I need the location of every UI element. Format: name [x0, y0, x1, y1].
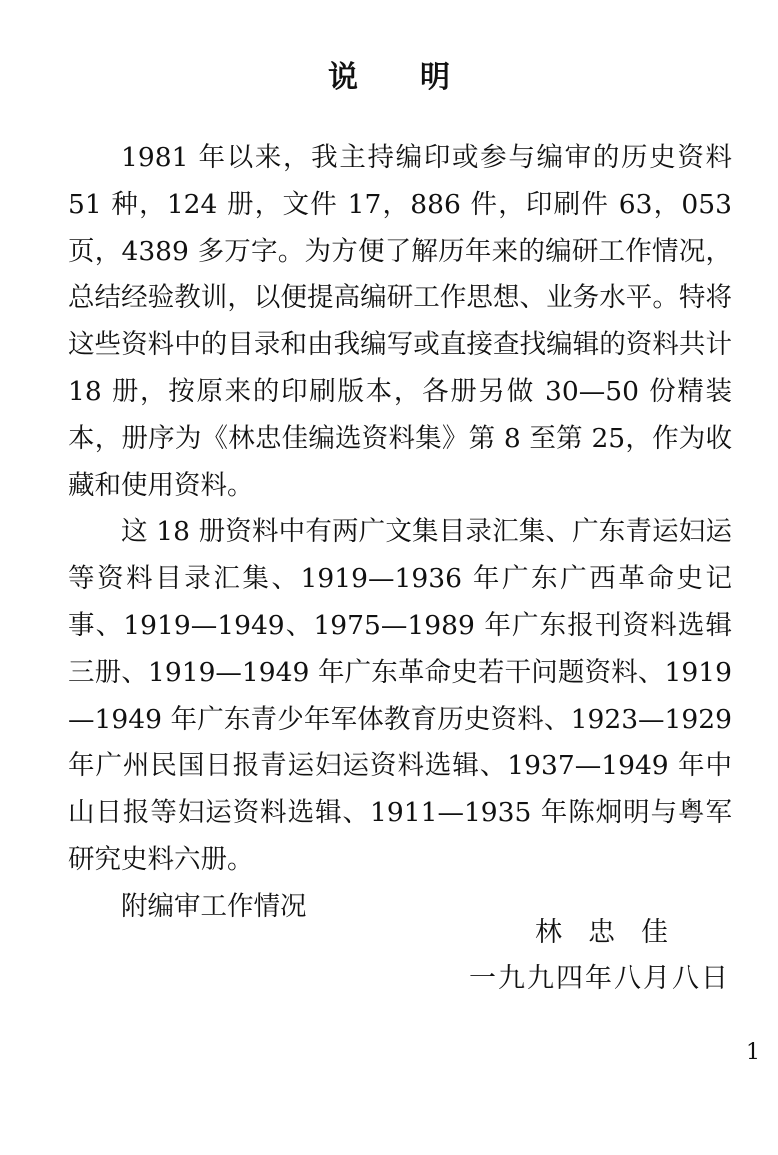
- signature-name: 林忠佳: [535, 917, 694, 948]
- document-body: [68, 135, 732, 931]
- paragraph-1: 1981 年以来，我主持编印或参与编审的历史资料 51 种，124 册，文件 17，886 件，印刷件 63，053 页，4389 多万字。为方便了解历年来的编研工作情况，总结经验教训，以便提高编研工作思想、业务水平。特将这些资料中的目录和由我编写或直接查找编辑的资料共计 18 册，按原来的印刷版本，各册另做 30—50 份精装本，册序为《林忠佳编选资料集》第 8 至第 25，作为收藏和使用资料。: [68, 142, 732, 501]
- page-title: 说明: [328, 60, 512, 95]
- page-number: 1: [746, 1040, 760, 1065]
- paragraph-2: 这 18 册资料中有两广文集目录汇集、广东青运妇运等资料目录汇集、1919—1936 年广东广西革命史记事、1919—1949、1975—1989 年广东报刊资料选辑三册、1919—1949 年广东革命史若干问题资料、1919—1949 年广东青少年军体教育历史资料、1923—1929 年广州民国日报青运妇运资料选辑、1937—1949 年中山日报等妇运资料选辑、1911—1935 年陈炯明与粤军研究史料六册。: [68, 516, 732, 875]
- paragraph-3: 附编审工作情况: [121, 890, 307, 922]
- signature-date: 一九九四年八月八日: [469, 963, 730, 994]
